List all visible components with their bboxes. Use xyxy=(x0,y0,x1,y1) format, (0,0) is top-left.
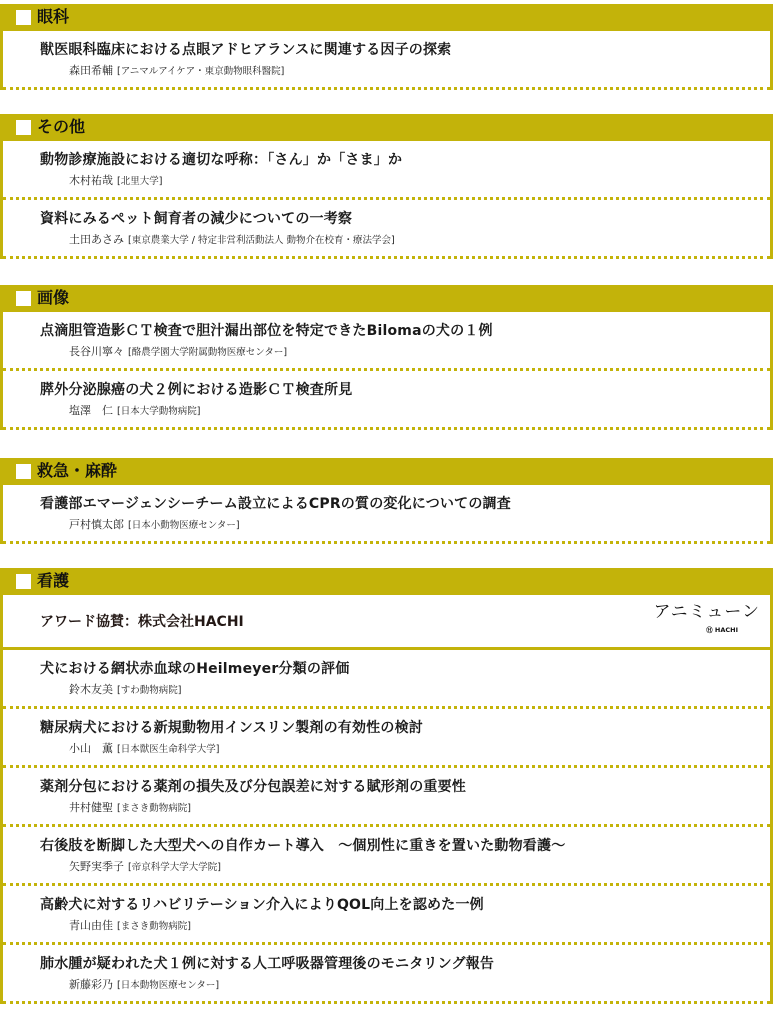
square-bullet-icon xyxy=(16,10,31,25)
award-sponsor-title: アワード協賛：株式会社HACHI xyxy=(40,614,244,630)
section-items xyxy=(0,485,773,544)
presenter xyxy=(69,683,181,698)
presenter-affiliation: [日本獣医生命科学大学] xyxy=(117,744,220,755)
section-nursing xyxy=(0,568,773,1004)
presentation-item xyxy=(3,827,770,886)
section-title: 救急・麻酔 xyxy=(37,461,118,480)
presenter xyxy=(69,233,395,248)
presenter-name: 小山 薫 xyxy=(69,742,113,755)
section-items xyxy=(0,141,773,259)
sponsor-logo-sub: Ⓗ HACHI xyxy=(706,626,738,634)
section-title: 眼科 xyxy=(37,7,70,26)
presentation-item xyxy=(3,371,770,430)
presentation-item xyxy=(3,650,770,709)
presenter xyxy=(69,978,219,993)
presenter xyxy=(69,919,191,934)
section-items xyxy=(0,595,773,1004)
presentation-title: 右後肢を断脚した大型犬への自作カート導入 ～個別性に重きを置いた動物看護～ xyxy=(40,838,566,854)
section-ophthalmology xyxy=(0,4,773,90)
square-bullet-icon xyxy=(16,464,31,479)
presenter-name: 鈴木友美 xyxy=(69,683,113,696)
section-header xyxy=(0,568,773,595)
presenter-name: 矢野実季子 xyxy=(69,860,124,873)
presenter-name: 井村健聖 xyxy=(69,801,113,814)
presenter xyxy=(69,345,287,360)
presentation-title: 高齢犬に対するリハビリテーション介入によりQOL向上を認めた一例 xyxy=(40,897,484,913)
presentation-item xyxy=(3,200,770,259)
presentation-title: 肺水腫が疑われた犬１例に対する人工呼吸器管理後のモニタリング報告 xyxy=(40,956,495,972)
square-bullet-icon xyxy=(16,120,31,135)
presentation-title: 看護部エマージェンシーチーム設立によるCPRの質の変化についての調査 xyxy=(40,496,511,512)
presenter xyxy=(69,860,221,875)
square-bullet-icon xyxy=(16,291,31,306)
presentation-item xyxy=(3,886,770,945)
presenter xyxy=(69,64,284,79)
section-items xyxy=(0,312,773,430)
section-title: 看護 xyxy=(37,571,70,590)
presenter xyxy=(69,801,191,816)
presenter-name: 新藤彩乃 xyxy=(69,978,113,991)
presentation-title: 膵外分泌腺癌の犬２例における造影ＣＴ検査所見 xyxy=(40,382,353,398)
section-imaging xyxy=(0,285,773,430)
presentation-item xyxy=(3,312,770,371)
presenter-affiliation: [東京農業大学 / 特定非営利活動法人 動物介在校育・療法学会] xyxy=(128,235,395,246)
section-header xyxy=(0,114,773,141)
award-sponsor xyxy=(3,595,770,650)
presentation-title: 犬における網状赤血球のHeilmeyer分類の評価 xyxy=(40,661,350,677)
presentation-item xyxy=(3,141,770,200)
section-other xyxy=(0,114,773,259)
sponsor-logo-text: アニミューン xyxy=(653,602,760,622)
presentation-title: 動物診療施設における適切な呼称：「さん」か「さま」か xyxy=(40,152,403,168)
presenter-affiliation: [アニマルアイケア・東京動物眼科醫院] xyxy=(117,66,285,77)
presenter-name: 土田あさみ xyxy=(69,233,124,246)
presentation-item xyxy=(3,945,770,1004)
presenter xyxy=(69,518,240,533)
section-title: その他 xyxy=(37,117,86,136)
presenter-affiliation: [日本小動物医療センター] xyxy=(128,520,240,531)
section-header xyxy=(0,458,773,485)
presenter-affiliation: [まさき動物病院] xyxy=(117,921,191,932)
section-emergency-anesthesia xyxy=(0,458,773,544)
presenter-affiliation: [北里大学] xyxy=(117,176,163,187)
presenter-affiliation: [帝京科学大学大学院] xyxy=(128,862,221,873)
section-title: 画像 xyxy=(37,288,70,307)
presenter-affiliation: [日本大学動物病院] xyxy=(117,406,201,417)
presenter-affiliation: [日本動物医療センター] xyxy=(117,980,220,991)
presentation-item xyxy=(3,31,770,90)
presenter-affiliation: [酪農学園大学附属動物医療センター] xyxy=(128,347,288,358)
presenter-name: 戸村慎太郎 xyxy=(69,518,124,531)
presenter-affiliation: [すわ動物病院] xyxy=(117,685,182,696)
presenter-name: 森田希輔 xyxy=(69,64,113,77)
presenter-affiliation: [まさき動物病院] xyxy=(117,803,191,814)
presentation-title: 獣医眼科臨床における点眼アドヒアランスに関連する因子の探索 xyxy=(40,42,452,58)
presentation-title: 薬剤分包における薬剤の損失及び分包誤差に対する賦形剤の重要性 xyxy=(40,779,466,795)
presentation-item xyxy=(3,709,770,768)
presenter-name: 青山由佳 xyxy=(69,919,113,932)
presenter xyxy=(69,742,219,757)
section-items xyxy=(0,31,773,90)
section-header xyxy=(0,285,773,312)
presentation-item xyxy=(3,485,770,544)
square-bullet-icon xyxy=(16,574,31,589)
presentation-item xyxy=(3,768,770,827)
sponsor-logo xyxy=(653,601,760,639)
presenter-name: 塩澤 仁 xyxy=(69,404,113,417)
presenter-name: 木村祐哉 xyxy=(69,174,113,187)
presenter-name: 長谷川寧々 xyxy=(69,345,124,358)
presentation-title: 糖尿病犬における新規動物用インスリン製剤の有効性の検討 xyxy=(40,720,423,736)
presentation-title: 資料にみるペット飼育者の減少についての一考察 xyxy=(40,211,353,227)
presenter xyxy=(69,174,162,189)
section-header xyxy=(0,4,773,31)
presenter xyxy=(69,404,200,419)
presentation-title: 点滴胆管造影ＣＴ検査で胆汁漏出部位を特定できたBilomaの犬の１例 xyxy=(40,323,493,339)
